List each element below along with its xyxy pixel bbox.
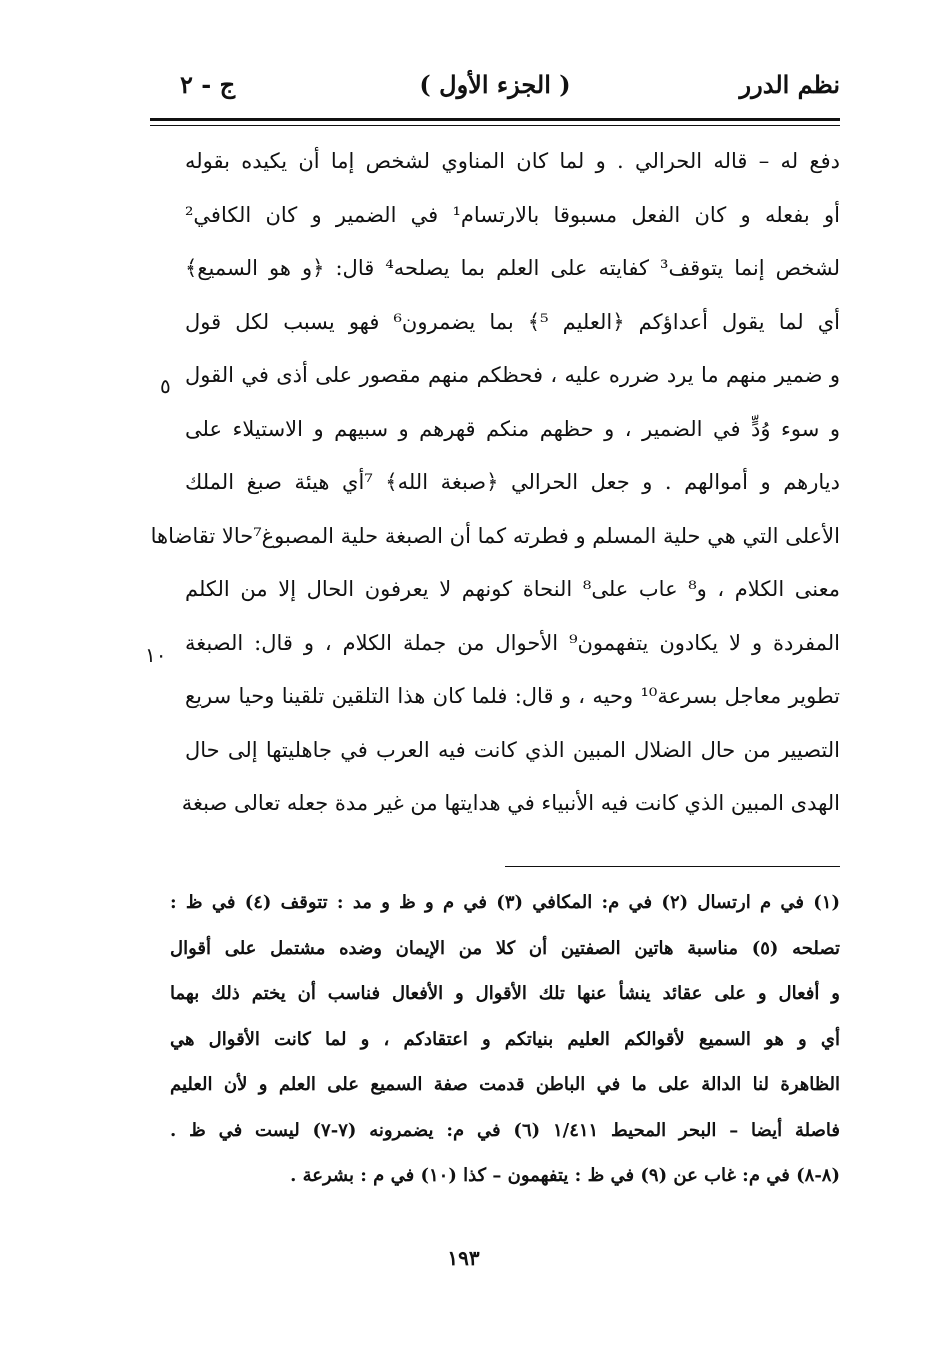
body-line: الأعلى التي هي حلية المسلم و فطرته كما أن الصبغة حلية المصبوغ⁷حالا تقاضاها — [150, 523, 840, 548]
body-line: تطوير معاجل بسرعة¹⁰ وحيه ، و قال: فلما كان هذا التلقين تلقينا وحيا سريع — [185, 684, 841, 708]
footnote-line: (١) في م ارتسال (٢) في م: المكافي (٣) في م و ظ و مد : تتوقف (٤) في ظ : — [170, 892, 840, 913]
footnote-line: (٨-٨) في م: غاب عن (٩) في ظ : يتفهمون – كذا (١٠) في م : بشرعة . — [290, 1165, 840, 1186]
footnote-line: تصلحه (٥) مناسبة هاتين الصفتين أن كلا من الإيمان وضده مشتمل على أقوال — [170, 937, 840, 959]
part-label: ( الجزء الأول ) — [419, 70, 571, 99]
header-rule-thin — [150, 125, 840, 126]
page-header — [150, 70, 840, 110]
line-number-5: ٥ — [160, 374, 171, 398]
line-number-10: ١٠ — [145, 643, 167, 667]
footnote-line: و أفعال و على عقائد ينشأ عنها تلك الأقوال و الأفعال فناسب أن يختم ذلك بهما — [170, 983, 840, 1004]
book-title: نظم الدرر — [739, 70, 840, 99]
footnotes — [170, 880, 840, 1199]
body-line: أو بفعله و كان الفعل مسبوقا بالارتسام¹ في الضمير و كان الكافي² — [185, 202, 840, 227]
body-line: المفردة و لا يكادون يتفهمون⁹ الأحوال من جملة الكلام ، و قال: الصبغة — [185, 630, 840, 655]
header-rule-thick — [150, 118, 840, 121]
page-number: ١٩٣ — [447, 1246, 480, 1270]
footnote-line: أي و هو السميع لأقوالكم العليم بنياتكم و اعتقادكم ، و لما كانت الأقوال هي — [170, 1028, 840, 1050]
body-line: أي لما يقول أعداؤكم ﴿العليم ⁵﴾ بما يضمرون⁶ فهو يسبب لكل قول — [185, 309, 840, 334]
body-line: و سوء وُدٍّ في الضمير ، و حظهم منكم قهرهم و سبيهم و الاستيلاء على — [185, 416, 840, 441]
volume-label: ج - ٢ — [180, 70, 236, 99]
body-line: ديارهم و أموالهم . و جعل الحرالي ﴿صبغة الله﴾ ⁷أي هيئة صبغ الملك — [185, 470, 840, 494]
footnote-line: الظاهرة لنا الدالة على ما في الباطن قدمت صفة السميع على العلم و لأن العليم — [170, 1074, 840, 1095]
footnote-line: فاصلة أيضا – البحر المحيط ١/٤١١ (٦) في م: يضمرونه (٧-٧) ليست في ظ . — [170, 1119, 840, 1141]
body-line: لشخص إنما يتوقف³ كفايته على العلم بما يصلحه⁴ قال: ﴿و هو السميع﴾ — [185, 256, 841, 280]
body-line: و ضمير منهم ما يرد ضرره عليه ، فحظكم منهم مقصور على أذى في القول — [185, 363, 840, 387]
body-line: دفع له – قاله الحرالي . و لما كان المناوي لشخص إما أن يكيده بقوله — [185, 149, 840, 173]
body-line: التصيير من حال الضلال المبين الذي كانت فيه العرب في جاهليتها إلى حال — [185, 737, 840, 762]
footnote-separator — [505, 866, 840, 867]
body-line: معنى الكلام ، و⁸ عاب على⁸ النحاة كونهم لا يعرفون الحال إلا من الكلم — [185, 577, 840, 601]
body-line: الهدى المبين الذي كانت فيه الأنبياء في هدايتها من غير مدة جعله تعالى صبغة — [181, 791, 840, 815]
